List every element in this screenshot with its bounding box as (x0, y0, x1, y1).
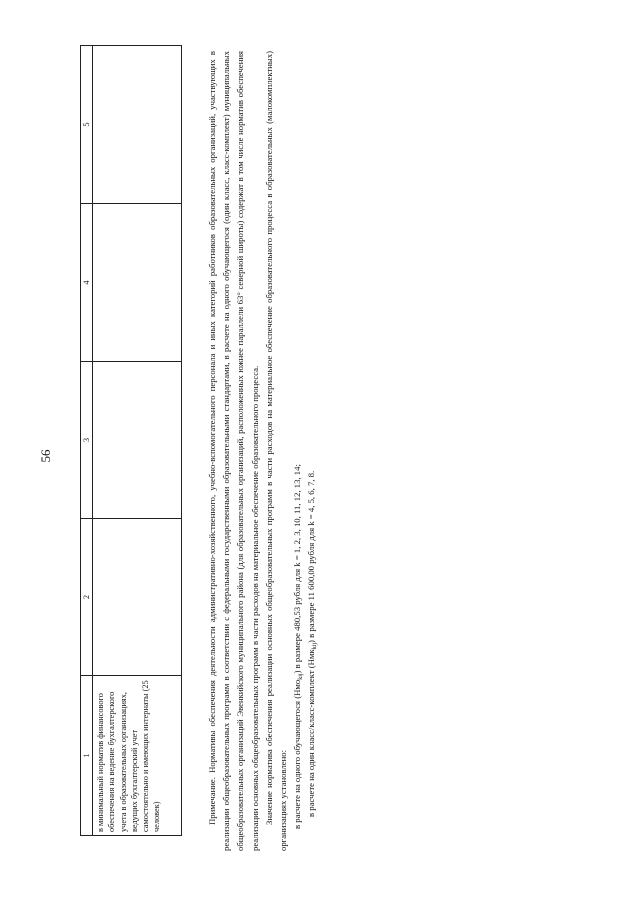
table-cell (93, 204, 182, 362)
notes-section (205, 51, 319, 851)
table-row-label: в минимальный норматив финансового обеспечения на ведение бухгалтерского учета в образовательных организациях, ведущих бухгалтерский учет самостоятельно и имеющих интернаты (25 человек) (93, 676, 182, 836)
table-header-cell: 2 (81, 519, 93, 676)
formula-subscript: kij (298, 673, 305, 680)
note-item-per-class (304, 51, 318, 851)
page-number: 56 (38, 449, 53, 463)
table-cell (93, 362, 182, 519)
note-item-text: в расчете на одного обучающегося (Нмо (292, 679, 303, 829)
table-header-cell: 3 (81, 362, 93, 519)
note-paragraph: Значение норматива обеспечения реализации основных общеобразовательных программ в части расходов на материальное обеспечение образовательного процесса в образовательных (малокомплектных) организациях установлено: (263, 51, 289, 851)
note-paragraph: Примечание. Нормативы обеспечения деятельности административно-хозяйственного, учебно-вспомогательного персонала и иных категорий работников образовательных организаций, участвующих в реализации общеобразовательных программ в соответствии с федеральными государственными образовательными стандартами, в расчете на одного обучающегося (один класс, класс-комплект) муниципальных общеобразовательных организаций Эвенкийского муниципального района (для образовательных организаций, расположенных южнее параллели 63° северной широты) содержат в том числе норматив обеспечения реализации основных общеобразовательных программ в части расходов на материальное обеспечение образовательного процесса. (207, 51, 260, 851)
table-cell (93, 519, 182, 676)
table-header-cell: 4 (81, 204, 93, 362)
table-header-row (81, 46, 93, 836)
rotated-content (20, 36, 620, 876)
note-item-text: ) в размере 11 600,00 рубля для k = 4, 5, 6, 7, 8. (306, 470, 317, 643)
note-item-text: в расчете на один класс/класс-комплект (Нмк (306, 649, 317, 817)
note-item-text: ) в размере 480,53 рубля для k = 1, 2, 3, 10, 11, 12, 13, 14; (292, 464, 303, 674)
normative-table (80, 45, 182, 836)
note-item-per-student (290, 51, 304, 851)
table-header-cell: 5 (81, 46, 93, 204)
table-row (93, 46, 182, 836)
formula-subscript: kij (312, 642, 319, 650)
table-header-cell: 1 (81, 676, 93, 836)
table-cell (93, 46, 182, 204)
